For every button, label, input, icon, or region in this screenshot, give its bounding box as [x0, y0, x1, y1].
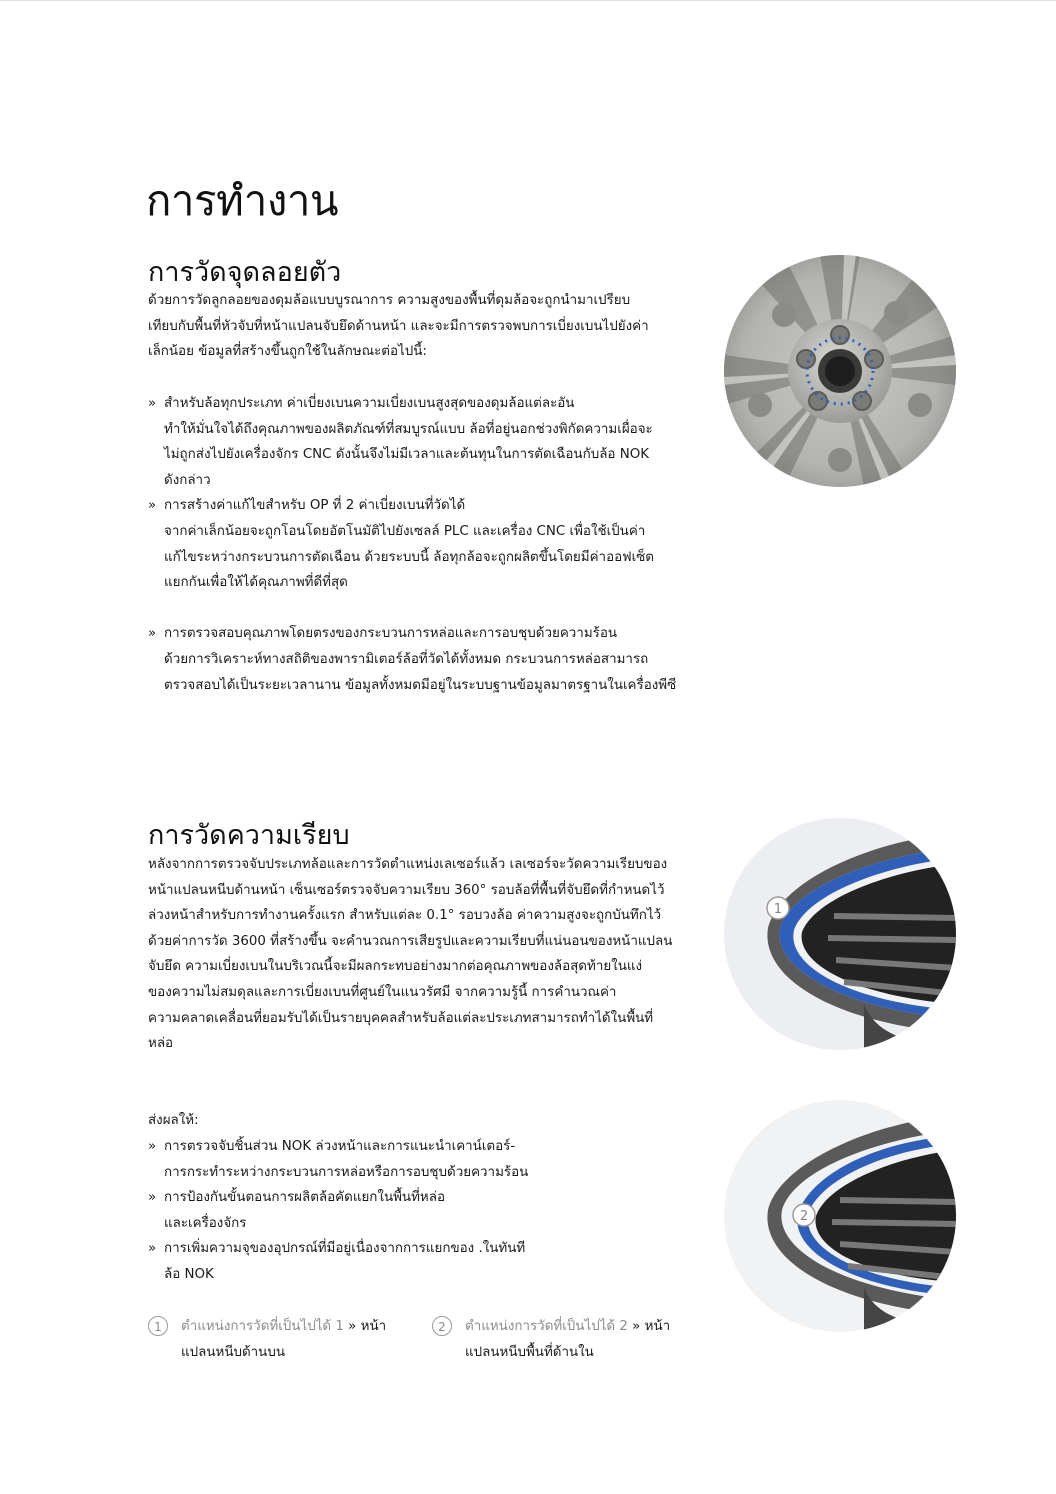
- results-label: ส่งผลให้:: [148, 1113, 199, 1128]
- flange-diagram-position-1: [724, 818, 956, 1050]
- section2-intro: หลังจากการตรวจจับประเภทล้อและการวัดตำแหน่งเลเซอร์แล้ว เลเซอร์จะวัดความเรียบของ หน้าแปลนหนีบด้านหน้า เซ็นเซอร์ตรวจจับความเรียบ 360° รอบล้อที่พื้นที่จับยึดที่กำหนดไว้ ล่วงหน้าสำหรับการทำงานครั้งแรก สำหรับแต่ละ 0.1° รอบวงล้อ ค่าความสูงจะถูกบันทึกไว้ ด้วยค่าการวัด 3600 ที่สร้างขึ้น จะคำนวณการเสียรูปและความเรียบที่แน่นอนของหน้าแปลน จับยึด ความเบี่ยงเบนในบริเวณนี้จะมีผลกระทบอย่างมากต่อคุณภาพของล้อสุดท้ายในแง่ ของความไม่สมดุลและการเบี่ยงเบนที่ศูนย์ในแนวรัศมี จากความรู้นี้ การคำนวณค่า ความคลาดเคลื่อนที่ยอมรับได้เป็นรายบุคคลสำหรับล้อแต่ละประเภทสามารถทำได้ในพื้นที่ หล่อ: [148, 857, 673, 1052]
- list-item: » การตรวจสอบคุณภาพโดยตรงของกระบวนการหล่อและการอบชุบด้วยความร้อน ด้วยการวิเคราะห์ทางสถิติของพารามิเตอร์ล้อที่วัดได้ทั้งหมด กระบวนการหล่อสามารถ ตรวจสอบได้เป็นระยะเวลานาน ข้อมูลทั้งหมดมีอยู่ในระบบฐานข้อมูลมาตรฐานในเครื่องพีซี: [148, 626, 677, 693]
- svg-text:1: 1: [773, 902, 783, 917]
- section-title-flatness: การวัดความเรียบ: [148, 820, 350, 851]
- svg-text:2: 2: [799, 1209, 809, 1224]
- list-item: » การเพิ่มความจุของอุปกรณ์ที่มีอยู่เนื่องจากการแยกของ .ในทันที ล้อ NOK: [148, 1241, 526, 1282]
- list-item: » การตรวจจับชิ้นส่วน NOK ล่วงหน้าและการแนะนำเคาน์เตอร์- การกระทำระหว่างกระบวนการหล่อหรือการอบชุบด้วยความร้อน: [148, 1139, 529, 1180]
- legend-position-2: 2 ตำแหน่งการวัดที่เป็นไปได้ 2 » หน้า แปลนหนีบพื้นที่ด้านใน: [432, 1314, 702, 1365]
- position-2-badge: 2: [432, 1316, 452, 1336]
- section2-bullet-list: [148, 1134, 528, 1288]
- legend-position-1: 1 ตำแหน่งการวัดที่เป็นไปได้ 1 » หน้า แปลนหนีบด้านบน: [148, 1314, 408, 1365]
- page-title: การทำงาน: [146, 176, 339, 225]
- flange-diagram-position-2: [724, 1100, 956, 1332]
- section1-bullet-list: [148, 391, 676, 698]
- position-1-badge: 1: [148, 1316, 168, 1336]
- top-divider: [0, 0, 1056, 1]
- list-item: » สำหรับล้อทุกประเภท ค่าเบี่ยงเบนความเบี่ยงเบนสูงสุดของดุมล้อแต่ละอัน ทำให้มั่นใจได้ถึงคุณภาพของผลิตภัณฑ์ที่สมบูรณ์แบบ ล้อที่อยู่นอกช่วงพิกัดความเผื่อจะ ไม่ถูกส่งไปยังเครื่องจักร CNC ดังนั้นจึงไม่มีเวลาและต้นทุนในการตัดเฉือนกับล้อ NOK ดังกล่าว: [148, 396, 653, 488]
- wheel-hub-photo: [724, 255, 956, 487]
- section-title-floating-point: การวัดจุดลอยตัว: [148, 257, 342, 288]
- list-item: » การสร้างค่าแก้ไขสำหรับ OP ที่ 2 ค่าเบี่ยงเบนที่วัดได้ จากค่าเล็กน้อยจะถูกโอนโดยอัตโนมัติไปยังเซลล์ PLC และเครื่อง CNC เพื่อใช้เป็นค่า แก้ไขระหว่างกระบวนการตัดเฉือน ด้วยระบบนี้ ล้อทุกล้อจะถูกผลิตขึ้นโดยมีค่าออฟเซ็ต แยกกันเพื่อให้ได้คุณภาพที่ดีที่สุด: [148, 498, 655, 591]
- list-item: » การป้องกันขั้นตอนการผลิตล้อคัดแยกในพื้นที่หล่อ และเครื่องจักร: [148, 1190, 445, 1231]
- section1-intro: ด้วยการวัดลูกลอยของดุมล้อแบบบูรณาการ ความสูงของพื้นที่ดุมล้อจะถูกนำมาเปรียบ เทียบกับพื้นที่หัวจับที่หน้าแปลนจับยึดด้านหน้า และจะมีการตรวจพบการเบี่ยงเบนไปยังค่า เล็กน้อย ข้อมูลที่สร้างขึ้นถูกใช้ในลักษณะต่อไปนี้:: [148, 293, 649, 360]
